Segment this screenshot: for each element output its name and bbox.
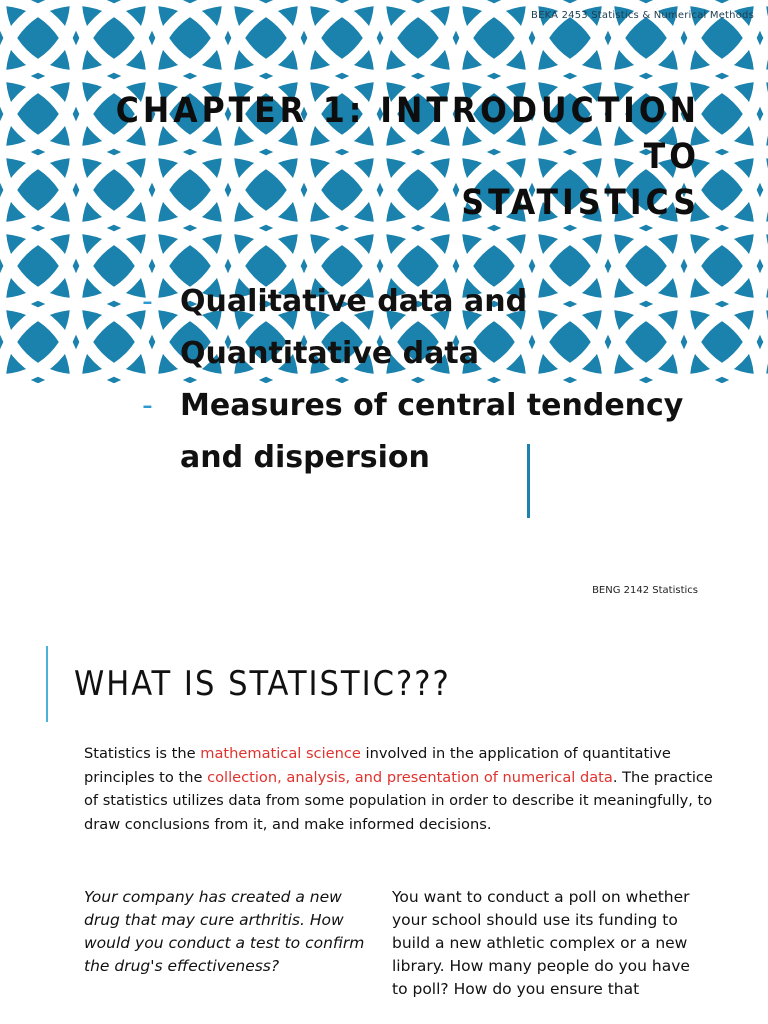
slide-2 — [0, 620, 768, 1024]
example-question-2: You want to conduct a poll on whether your school should use its funding to build a new athletic complex or a new library. How many people do you have to poll? How do you ensure that — [392, 888, 690, 998]
bullet-item — [140, 380, 740, 484]
heading-accent-bar — [46, 646, 48, 722]
bullet-dash: - — [142, 284, 153, 319]
para-text: involved in the application of quantitative principles to the — [84, 745, 671, 786]
definition-paragraph — [84, 742, 724, 836]
bullet-line: and dispersion — [180, 440, 430, 475]
title-line-1: CHAPTER 1: INTRODUCTION TO — [115, 91, 700, 177]
para-text: . The practice of statistics utilizes data from some population in order to describe it meaningfully, to draw conclusions from it, and make informed decisions. — [84, 768, 713, 833]
bullet-list — [140, 276, 740, 484]
slide-footer: BENG 2142 Statistics — [592, 585, 698, 596]
highlight-text: mathematical science — [200, 745, 361, 762]
example-question-1: Your company has created a new drug that may cure arthritis. How would you conduct a test to confirm the drug's effectiveness? — [84, 888, 365, 975]
highlight-text: collection, analysis, and presentation of numerical data — [207, 768, 613, 786]
bullet-line: Measures of central tendency — [180, 388, 684, 423]
bullet-line: Quantitative data — [180, 336, 479, 371]
title-line-2: STATISTICS — [461, 183, 700, 223]
chapter-title — [100, 88, 700, 226]
para-text: Statistics is the — [84, 745, 201, 762]
accent-line — [527, 444, 530, 518]
bullet-line: Qualitative data and — [180, 284, 528, 319]
slide-heading: WHAT IS STATISTIC??? — [74, 664, 451, 704]
course-label: BEKA 2453 Statistics & Numerical Methods — [531, 10, 754, 21]
bullet-dash: - — [142, 388, 153, 423]
bullet-item — [140, 276, 740, 380]
